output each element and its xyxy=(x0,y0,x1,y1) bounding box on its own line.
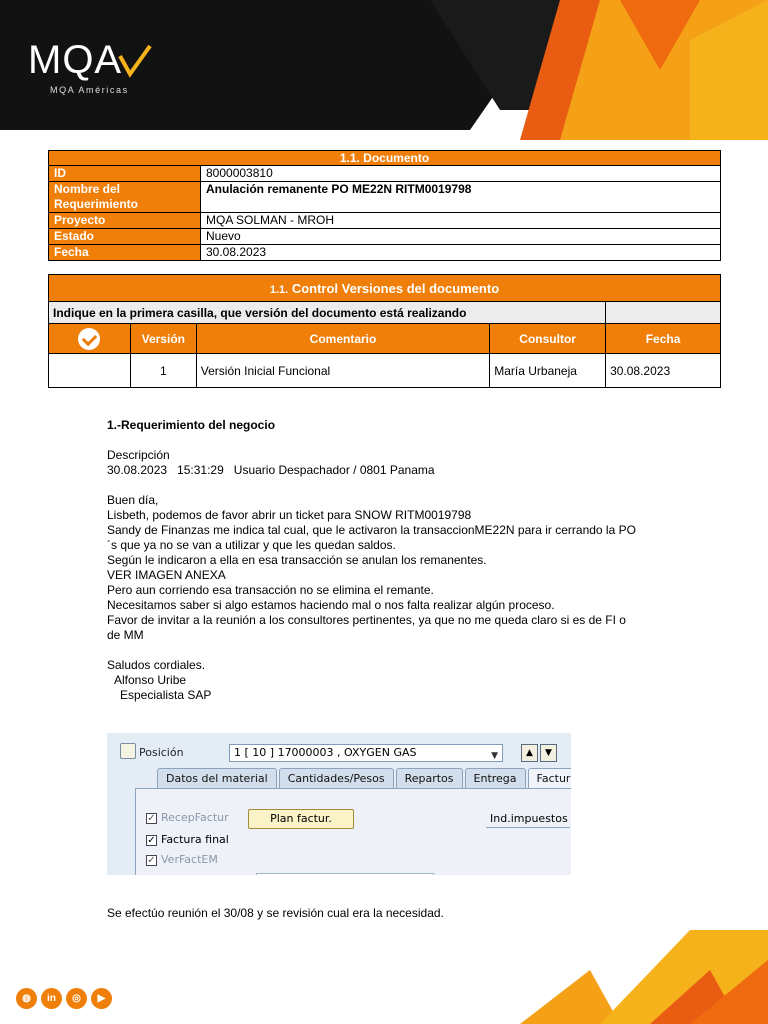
factura-final-checkbox[interactable]: ✓ xyxy=(147,835,156,846)
body-line: ´s que ya no se van a utilizar y que les quedan saldos. xyxy=(107,538,396,552)
col-consultant: Consultor xyxy=(490,324,606,354)
tab-entrega[interactable]: Entrega xyxy=(465,768,526,788)
table-row xyxy=(49,182,721,213)
versions-table xyxy=(48,274,721,388)
youtube-icon[interactable]: ▶ xyxy=(91,988,112,1009)
body-line: Sandy de Finanzas me indica tal cual, que le activaron la transaccionME22N para ir cerrando la PO xyxy=(107,523,636,537)
body-line: de MM xyxy=(107,628,144,642)
versions-table-title xyxy=(49,275,721,302)
description-label: Descripción xyxy=(107,448,170,462)
body-line: Según le indicaron a ella en esa transacción se anulan los remanentes. xyxy=(107,553,487,567)
cell-date: 30.08.2023 xyxy=(606,354,721,388)
page-header xyxy=(0,0,768,140)
description-meta: 30.08.2023 15:31:29 Usuario Despachador / 0801 Panama xyxy=(107,463,435,477)
ind-impuestos-field[interactable] xyxy=(486,827,570,828)
versions-note: Indique en la primera casilla, que versión del documento está realizando xyxy=(49,302,606,324)
table-row xyxy=(49,229,721,245)
document-table-header: 1.1. Documento xyxy=(49,151,721,166)
linkedin-icon[interactable]: in xyxy=(41,988,62,1009)
arrow-down-icon[interactable]: ▼ xyxy=(540,744,557,762)
document-table xyxy=(48,150,721,261)
verfactem-label: VerFactEM xyxy=(161,853,218,866)
row-label: ID xyxy=(49,166,201,182)
instagram-icon[interactable]: ◎ xyxy=(66,988,87,1009)
factura-final-label: Factura final xyxy=(161,833,229,846)
recepfactur-checkbox[interactable]: ✓ xyxy=(147,813,156,824)
brand-logo xyxy=(28,38,129,95)
table-row xyxy=(49,213,721,229)
versions-note-blank xyxy=(606,302,721,324)
requirement-body xyxy=(107,418,687,703)
row-value: Nuevo xyxy=(201,229,721,245)
cell-consultant: María Urbaneja xyxy=(490,354,606,388)
tab-datos-material[interactable]: Datos del material xyxy=(157,768,277,788)
sap-screenshot xyxy=(107,733,571,875)
brand-name: MQA xyxy=(28,38,123,82)
body-line: Pero aun corriendo esa transacción no se elimina el remante. xyxy=(107,583,434,597)
col-check xyxy=(49,324,131,354)
col-version: Versión xyxy=(130,324,196,354)
row-label: Fecha xyxy=(49,245,201,261)
row-value: MQA SOLMAN - MROH xyxy=(201,213,721,229)
position-icon[interactable] xyxy=(120,743,136,759)
logo-check-icon xyxy=(116,42,156,82)
arrow-up-icon[interactable]: ▲ xyxy=(521,744,538,762)
position-label: Posición xyxy=(139,746,184,759)
row-value: Anulación remanente PO ME22N RITM0019798 xyxy=(201,182,721,213)
check-circle-icon xyxy=(78,328,100,350)
versions-title-text: Control Versiones del documento xyxy=(291,280,500,296)
row-value: 8000003810 xyxy=(201,166,721,182)
social-links xyxy=(16,988,112,1009)
col-comment: Comentario xyxy=(196,324,489,354)
sap-panel xyxy=(135,788,571,875)
position-value: 1 [ 10 ] 17000003 , OXYGEN GAS xyxy=(234,746,417,759)
ind-impuestos-label: Ind.impuestos xyxy=(490,812,568,825)
chevron-down-icon[interactable]: ▼ xyxy=(491,751,498,761)
tab-repartos[interactable]: Repartos xyxy=(396,768,463,788)
table-row xyxy=(49,166,721,182)
versions-title-number: 1.1. xyxy=(269,283,289,296)
globe-icon[interactable]: ◍ xyxy=(16,988,37,1009)
cell-comment: Versión Inicial Funcional xyxy=(196,354,489,388)
meeting-note: Se efectúo reunión el 30/08 y se revisión cual era la necesidad. xyxy=(107,906,444,920)
body-line: VER IMAGEN ANEXA xyxy=(107,568,226,582)
row-value: 30.08.2023 xyxy=(201,245,721,261)
body-line: Buen día, xyxy=(107,493,159,507)
signer-name: Alfonso Uribe xyxy=(114,673,187,687)
body-line: Necesitamos saber si algo estamos haciendo mal o nos falta realizar algún proceso. xyxy=(107,598,555,612)
col-date: Fecha xyxy=(606,324,721,354)
cell-version: 1 xyxy=(130,354,196,388)
body-line: Favor de invitar a la reunión a los consultores pertinentes, ya que no me queda claro si es de FI o xyxy=(107,613,626,627)
tab-cantidades-pesos[interactable]: Cantidades/Pesos xyxy=(279,768,394,788)
cell-check xyxy=(49,354,131,388)
footer-shapes xyxy=(0,930,768,1024)
brand-subtitle: MQA Américas xyxy=(50,85,129,95)
row-label: Proyecto xyxy=(49,213,201,229)
sap-partial-field[interactable] xyxy=(256,873,434,875)
position-select[interactable] xyxy=(229,744,503,762)
row-label: Nombre del Requerimiento xyxy=(49,182,201,213)
signer-role: Especialista SAP xyxy=(120,688,212,702)
plan-factur-button[interactable]: Plan factur. xyxy=(248,809,354,829)
recepfactur-label: RecepFactur xyxy=(161,811,229,824)
table-row xyxy=(49,245,721,261)
sap-tabs xyxy=(157,768,571,788)
table-row xyxy=(49,354,721,388)
verfactem-checkbox[interactable]: ✓ xyxy=(147,855,156,866)
tab-factura[interactable]: Factur xyxy=(528,768,571,788)
row-label: Estado xyxy=(49,229,201,245)
body-line: Lisbeth, podemos de favor abrir un ticket para SNOW RITM0019798 xyxy=(107,508,472,522)
closing: Saludos cordiales. xyxy=(107,658,206,672)
footer-decoration xyxy=(0,930,768,1024)
section-title: 1.-Requerimiento del negocio xyxy=(107,418,276,432)
